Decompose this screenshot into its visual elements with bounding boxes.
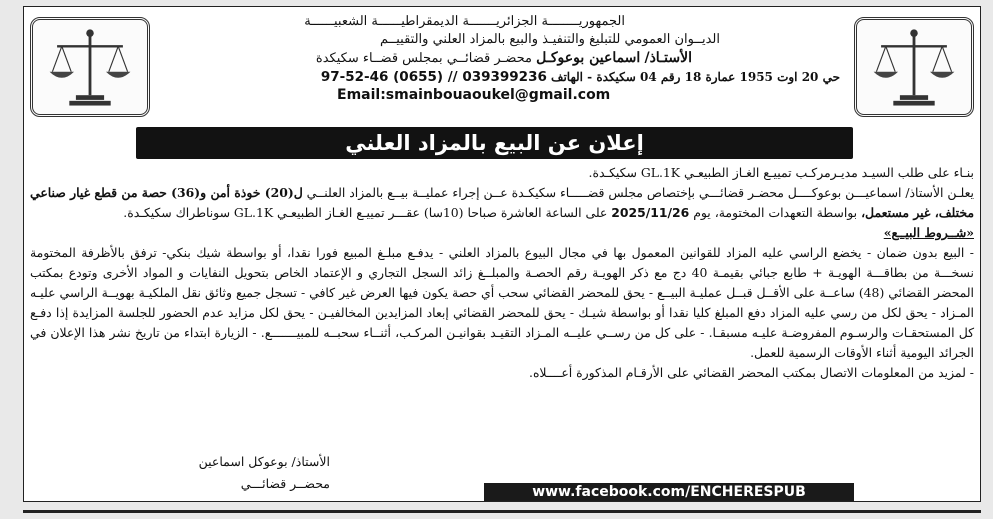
signature-title: محضــر قضائـــي	[240, 476, 330, 491]
signature-block	[30, 451, 330, 495]
announcement-intro: يعلـن الأستاذ/ اسماعيـــن بوعوكــــل محضـر قضائـــي بإختصاص مجلس قضـــــاء سكيكـدة عــن إجراء عمليــة بيــع بالمزاد العلنــي	[302, 185, 974, 200]
address-line	[164, 68, 840, 86]
signature-name: الأستاذ/ بوعوكل اسماعين	[198, 454, 330, 469]
letterhead	[164, 13, 840, 104]
scales-emblem-right	[854, 17, 974, 117]
conditions-title: «شــروط البيــع»	[883, 225, 974, 240]
address-text: حي 20 اوت 1955 عمارة 18 رقم 04 سكيكدة - الهاتف	[551, 70, 840, 84]
email-line: Email:smainbouaoukel@gmail.com	[337, 87, 611, 103]
scales-emblem-left	[30, 17, 150, 117]
lots-description: ل(20) خوذة أمن و(36) حصة من قطع غيار صناعي مختلف، غير مستعمل،	[30, 185, 974, 220]
bailiff-name: اسماعين بوعوكـل	[536, 50, 641, 66]
republic-line: الجمهوريــــــــة الجزائريـــــــة الديمقراطيــــــة الشعبيــــــة	[304, 14, 625, 29]
office-line: الديــوان العمومي للتبليغ والتنفيـذ والبيع بالمزاد العلني والتقييــم	[379, 32, 720, 47]
bailiff-title: محضـر قضائــي بمجلس قضــاء سكيكدة	[315, 51, 532, 66]
page-bottom-rule	[23, 510, 981, 513]
contact-paragraph: - لمزيد من المعلومات الاتصال بمكتب المحضر القضائي على الأرقـام المذكورة أعــــلاه.	[529, 365, 974, 380]
bailiff-line	[164, 49, 692, 68]
request-paragraph: بنـاء على طلب السيـد مديـرمركـب تمييـع الغـاز الطبيعـي GL.1K سكيكـدة.	[588, 165, 974, 180]
phone-numbers: 97-52-46 (0655) // 039399236	[320, 69, 547, 85]
bailiff-prefix: الأستـاذ/	[644, 50, 692, 66]
announcement-method: بواسطة التعهدات المختومة، يوم	[689, 205, 862, 220]
sale-date: 2025/11/26	[611, 205, 690, 220]
notice-title: إعلان عن البيع بالمزاد العلني	[136, 127, 853, 159]
announcement-time-place: على الساعة العاشرة صباحا (10سا) عقـــر تمييـع الغـاز الطبيعـي GL.1K سوناطراك سكيكـدة.	[123, 205, 612, 220]
facebook-link[interactable]: www.facebook.com/ENCHERESPUB	[484, 483, 854, 501]
announcement-paragraph	[30, 183, 974, 223]
notice-frame	[23, 6, 981, 502]
notice-body	[30, 163, 974, 383]
conditions-paragraph: - البيع بدون ضمان - يخضع الراسي عليه المزاد للقوانين المعمول بها في مجال البيوع بالمزاد العلني - يدفـع مبلـغ المبيع فورا نقدا، أو بواسطة شيك بنكي- ترفق بالأظرفة المختومة نسخـــة من بطاقـــة الهويـة + طابع جبائي بقيمـة 40 دج مع ذكر الهويـة رقم الحصـة والمبلــغ زائد السجل التجاري و الإعتماد الخاص بتحويل النفايات و المواد الأخرى وتودع بمكتب المحضر القضائي (48) ساعــة على الأقــل قبــل عمليـة البيــع - يحق للمحضر القضائي سحب أي حصة يكون فيها العرض غير كافي - تسجل جميع وثائق نقل الملكيـة بهويــة الراسي عليـه المـزاد - يحق لكل من رسي عليه المزاد دفع المبلغ كليا نقدا أو بواسطة شيـك - يحق للمحضر القضائي إبعاد المزايدين المخالفيـن - يحق لكل مزايد عدم الحضور للجلسة المزايدة إذا دفـع كل المستحقـات والرسـوم المفروضـة عليـه مسبقـا. - على كل من رســي عليــه المـزاد التقيـد بقوانيـن المركـب، أثنــاء سحبــه للمبيـــــــع. - الزيارة ابتداء من تاريخ نشر هذا الإعلان في الجرائد اليومية أثناء الأوقات الرسمية للعمل.	[30, 245, 974, 360]
